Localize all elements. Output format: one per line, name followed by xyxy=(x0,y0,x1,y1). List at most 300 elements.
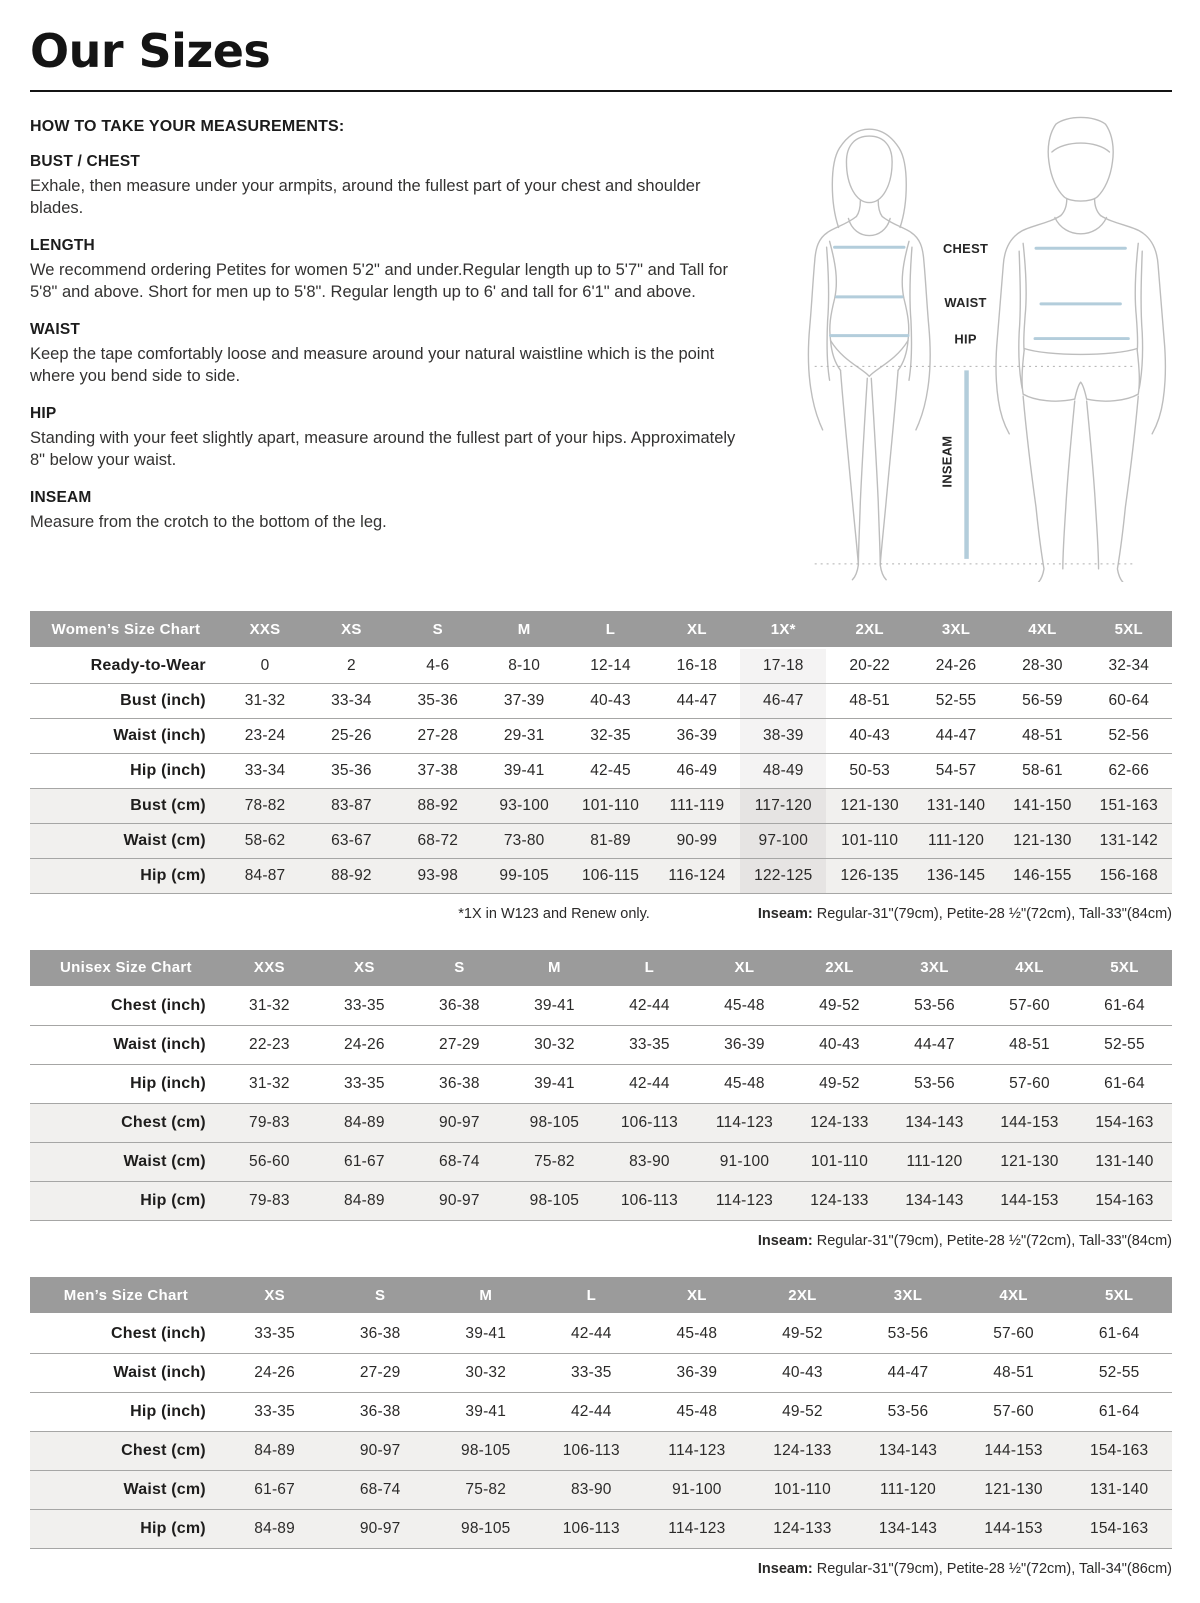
size-cell: 144-153 xyxy=(984,1441,1043,1459)
table-row xyxy=(30,1104,1172,1143)
size-cell: 36-38 xyxy=(359,1324,401,1342)
size-cell: 83-90 xyxy=(629,1153,670,1170)
size-column-header: 4XL xyxy=(982,950,1077,987)
size-cell: 27-29 xyxy=(359,1363,401,1381)
table-row xyxy=(30,718,1172,753)
size-cell: 131-140 xyxy=(1095,1153,1154,1170)
page-title: Our Sizes xyxy=(30,24,271,78)
size-column-header: 4XL xyxy=(961,1277,1067,1314)
mens-table-footnotes xyxy=(30,1561,1172,1581)
size-cell: 106-113 xyxy=(620,1114,678,1131)
table-row xyxy=(30,648,1172,683)
size-cell: 84-89 xyxy=(344,1192,385,1209)
measurement-lines xyxy=(831,247,1129,338)
size-column-header: M xyxy=(507,950,602,987)
size-cell: 35-36 xyxy=(331,761,372,779)
section-heading: LENGTH xyxy=(30,236,95,254)
size-cell: 90-97 xyxy=(439,1192,480,1209)
size-column-header: XXS xyxy=(222,611,308,648)
size-cell: 131-140 xyxy=(1090,1480,1149,1498)
size-cell: 12-14 xyxy=(590,656,631,674)
table-row xyxy=(30,1470,1172,1509)
size-cell: 37-38 xyxy=(417,761,459,779)
size-cell: 114-123 xyxy=(715,1114,773,1131)
size-cell: 90-97 xyxy=(359,1519,401,1537)
size-cell: 58-61 xyxy=(1022,761,1063,779)
size-cell: 98-105 xyxy=(461,1441,511,1459)
size-cell: 52-56 xyxy=(1108,726,1150,744)
size-cell: 57-60 xyxy=(1009,1075,1050,1092)
mens-size-chart-table xyxy=(30,1277,1172,1549)
size-cell: 124-133 xyxy=(773,1441,832,1459)
size-cell: 33-35 xyxy=(629,1036,670,1053)
size-cell: 79-83 xyxy=(249,1192,290,1209)
table-row xyxy=(30,683,1172,718)
size-cell: 93-100 xyxy=(499,796,549,814)
size-column-header: S xyxy=(327,1277,433,1314)
size-cell: 73-80 xyxy=(503,831,545,849)
size-cell: 52-55 xyxy=(935,691,977,709)
size-cell: 154-163 xyxy=(1090,1441,1149,1459)
section-body: Standing with your feet slightly apart, measure around the fullest part of your hips. Approximately 8" below your waist. xyxy=(30,428,736,469)
size-cell: 53-56 xyxy=(887,1324,929,1342)
table-row xyxy=(30,1431,1172,1470)
size-cell: 40-43 xyxy=(819,1036,860,1053)
size-cell: 53-56 xyxy=(887,1402,929,1420)
size-cell: 31-32 xyxy=(249,1075,290,1092)
size-cell: 121-130 xyxy=(1013,831,1072,849)
size-cell: 131-140 xyxy=(926,796,986,814)
size-cell: 35-36 xyxy=(417,691,459,709)
size-cell: 33-35 xyxy=(344,997,385,1015)
size-cell: 156-168 xyxy=(1099,866,1158,884)
size-column-header: 2XL xyxy=(826,611,912,648)
size-cell: 36-39 xyxy=(724,1036,765,1053)
size-cell: 144-153 xyxy=(1000,1114,1059,1131)
size-cell: 62-66 xyxy=(1108,761,1150,779)
size-cell: 42-45 xyxy=(590,761,631,779)
size-cell: 33-35 xyxy=(344,1075,385,1092)
size-cell: 33-35 xyxy=(570,1363,612,1381)
size-cell: 154-163 xyxy=(1095,1114,1154,1131)
row-label: Waist (inch) xyxy=(113,1363,206,1381)
size-cell: 106-113 xyxy=(562,1441,620,1459)
inseam-footnote-label: Inseam: xyxy=(757,1560,813,1577)
size-cell: 90-97 xyxy=(439,1114,480,1131)
size-cell: 61-67 xyxy=(344,1153,385,1170)
size-cell: 98-105 xyxy=(461,1519,511,1537)
size-cell: 28-30 xyxy=(1022,656,1063,674)
size-cell: 111-120 xyxy=(880,1480,936,1498)
man-outline xyxy=(996,117,1166,582)
size-cell: 45-48 xyxy=(676,1324,718,1342)
size-cell: 83-90 xyxy=(570,1480,612,1498)
table-row xyxy=(30,858,1172,893)
size-cell: 134-143 xyxy=(878,1519,938,1537)
unisex-table-footnotes xyxy=(30,1233,1172,1253)
size-cell: 75-82 xyxy=(465,1480,507,1498)
size-cell: 39-41 xyxy=(465,1402,507,1420)
row-label: Hip (cm) xyxy=(140,1519,206,1537)
table-row xyxy=(30,753,1172,788)
row-label: Waist (cm) xyxy=(123,831,206,849)
size-cell: 36-39 xyxy=(676,1363,718,1381)
table-row xyxy=(30,788,1172,823)
unisex-size-chart-table xyxy=(30,950,1172,1222)
size-cell: 114-123 xyxy=(668,1519,726,1537)
section-heading: HIP xyxy=(30,404,57,422)
size-cell: 24-26 xyxy=(344,1036,385,1053)
size-cell: 50-53 xyxy=(849,761,890,779)
size-cell: 48-49 xyxy=(740,753,826,788)
size-cell: 61-64 xyxy=(1098,1324,1140,1342)
size-cell: 52-55 xyxy=(1098,1363,1140,1381)
size-cell: 88-92 xyxy=(331,866,372,884)
size-cell: 53-56 xyxy=(914,997,955,1015)
size-cell: 151-163 xyxy=(1099,796,1158,814)
row-label: Chest (cm) xyxy=(121,1441,206,1459)
size-cell: 61-64 xyxy=(1104,997,1145,1015)
size-column-header: L xyxy=(567,611,653,648)
size-cell: 39-41 xyxy=(465,1324,507,1342)
size-cell: 144-153 xyxy=(1000,1192,1059,1209)
size-cell: 78-82 xyxy=(244,796,286,814)
size-cell: 58-62 xyxy=(244,831,286,849)
size-cell: 144-153 xyxy=(984,1519,1043,1537)
size-column-header: XL xyxy=(644,1277,750,1314)
table-title: Unisex Size Chart xyxy=(30,950,222,987)
size-cell: 4-6 xyxy=(426,656,450,674)
size-cell: 42-44 xyxy=(629,1075,670,1092)
size-cell: 57-60 xyxy=(993,1402,1034,1420)
size-column-header: L xyxy=(539,1277,645,1314)
table-title: Women’s Size Chart xyxy=(30,611,222,648)
size-cell: 98-105 xyxy=(529,1114,580,1131)
size-cell: 83-87 xyxy=(331,796,372,814)
size-cell: 106-115 xyxy=(581,866,640,884)
size-column-header: 3XL xyxy=(855,1277,961,1314)
womens-table-footnotes xyxy=(30,906,1172,926)
size-column-header: 2XL xyxy=(750,1277,856,1314)
size-cell: 31-32 xyxy=(244,691,286,709)
size-cell: 54-57 xyxy=(935,761,977,779)
table-row xyxy=(30,987,1172,1026)
size-cell: 68-74 xyxy=(359,1480,401,1498)
title-divider xyxy=(30,90,1172,92)
size-column-header: 1X* xyxy=(740,611,826,648)
section-body: Keep the tape comfortably loose and measure around your natural waistline which is the point where you bend side to side. xyxy=(30,344,715,385)
size-cell: 98-105 xyxy=(529,1192,580,1209)
size-cell: 122-125 xyxy=(740,858,826,893)
size-cell: 56-59 xyxy=(1022,691,1063,709)
size-cell: 29-31 xyxy=(503,726,545,744)
size-cell: 42-44 xyxy=(570,1402,612,1420)
size-cell: 75-82 xyxy=(534,1153,575,1170)
size-cell: 114-123 xyxy=(715,1192,773,1209)
table-header-row xyxy=(30,1277,1172,1314)
chest-label: CHEST xyxy=(942,241,989,257)
size-cell: 45-48 xyxy=(676,1402,718,1420)
size-cell: 32-35 xyxy=(590,726,631,744)
size-cell: 2 xyxy=(346,656,356,674)
hip-label: HIP xyxy=(954,331,977,347)
size-cell: 60-64 xyxy=(1108,691,1150,709)
womens-inseam-footnote xyxy=(758,906,1172,922)
size-cell: 106-113 xyxy=(562,1519,620,1537)
size-cell: 111-120 xyxy=(928,831,985,849)
instructions-sections xyxy=(30,153,747,533)
waist-label: WAIST xyxy=(944,294,987,310)
size-column-header: XS xyxy=(317,950,412,987)
section-body: Exhale, then measure under your armpits, around the fullest part of your chest and shoulder blades. xyxy=(30,177,701,217)
size-cell: 121-130 xyxy=(1000,1153,1059,1170)
size-cell: 126-135 xyxy=(840,866,899,884)
inseam-footnote-label: Inseam: xyxy=(757,905,813,922)
size-cell: 16-18 xyxy=(676,656,718,674)
section-heading: WAIST xyxy=(30,320,81,338)
section-heading: BUST / CHEST xyxy=(30,153,141,170)
size-cell: 40-43 xyxy=(590,691,631,709)
size-cell: 49-52 xyxy=(782,1324,823,1342)
row-label: Chest (cm) xyxy=(121,1114,206,1131)
size-cell: 49-52 xyxy=(819,1075,860,1092)
mens-inseam-footnote xyxy=(758,1561,1172,1577)
size-cell: 8-10 xyxy=(508,656,541,674)
measurement-figure xyxy=(775,112,1172,587)
instructions-column xyxy=(30,116,747,587)
table-row xyxy=(30,1182,1172,1221)
size-column-header: S xyxy=(412,950,507,987)
size-column-header: XL xyxy=(697,950,792,987)
table-row xyxy=(30,1392,1172,1431)
table-title: Men’s Size Chart xyxy=(30,1277,222,1314)
size-cell: 46-49 xyxy=(676,761,718,779)
size-cell: 39-41 xyxy=(534,1075,575,1092)
size-cell: 38-39 xyxy=(740,718,826,753)
size-cell: 63-67 xyxy=(331,831,372,849)
size-cell: 53-56 xyxy=(914,1075,955,1092)
size-cell: 27-28 xyxy=(417,726,459,744)
size-cell: 146-155 xyxy=(1013,866,1072,884)
size-cell: 27-29 xyxy=(439,1036,480,1053)
size-cell: 30-32 xyxy=(534,1036,575,1053)
row-label: Hip (inch) xyxy=(130,1402,206,1420)
instructions-heading: HOW TO TAKE YOUR MEASUREMENTS: xyxy=(30,118,345,135)
size-cell: 81-89 xyxy=(590,831,631,849)
size-cell: 48-51 xyxy=(1022,726,1063,744)
size-cell: 39-41 xyxy=(534,997,575,1015)
size-cell: 84-89 xyxy=(254,1519,295,1537)
unisex-inseam-footnote xyxy=(758,1233,1172,1249)
section-body: Measure from the crotch to the bottom of the leg. xyxy=(30,512,387,531)
size-cell: 101-110 xyxy=(841,831,899,849)
size-cell: 37-39 xyxy=(503,691,545,709)
size-cell: 121-130 xyxy=(840,796,899,814)
row-label: Chest (inch) xyxy=(110,997,206,1015)
measurement-instructions-row xyxy=(30,116,1172,587)
table-header-row xyxy=(30,611,1172,648)
size-cell: 154-163 xyxy=(1095,1192,1154,1209)
size-cell: 91-100 xyxy=(719,1153,770,1170)
row-label: Waist (cm) xyxy=(123,1153,206,1170)
size-cell: 44-47 xyxy=(914,1036,955,1053)
size-cell: 49-52 xyxy=(782,1402,823,1420)
size-cell: 93-98 xyxy=(417,866,459,884)
table-row xyxy=(30,1314,1172,1353)
row-label: Waist (inch) xyxy=(113,726,206,744)
size-cell: 101-110 xyxy=(773,1480,831,1498)
size-cell: 52-55 xyxy=(1104,1036,1145,1053)
womens-1x-footnote: *1X in W123 and Renew only. xyxy=(458,905,650,922)
size-cell: 124-133 xyxy=(810,1192,869,1209)
size-cell: 106-113 xyxy=(620,1192,678,1209)
inseam-label: INSEAM xyxy=(939,435,955,488)
size-column-header: L xyxy=(602,950,697,987)
size-cell: 124-133 xyxy=(773,1519,832,1537)
size-cell: 23-24 xyxy=(244,726,286,744)
size-cell: 121-130 xyxy=(984,1480,1043,1498)
inseam-footnote-label: Inseam: xyxy=(757,1233,813,1249)
size-column-header: XL xyxy=(654,611,740,648)
size-cell: 124-133 xyxy=(810,1114,869,1131)
row-label: Bust (inch) xyxy=(120,691,206,709)
table-header-row xyxy=(30,950,1172,987)
row-label: Hip (cm) xyxy=(140,1192,206,1209)
inseam-footnote-text: Regular-31"(79cm), Petite-28 ½"(72cm), Tall-33"(84cm) xyxy=(812,905,1172,922)
size-cell: 31-32 xyxy=(249,997,290,1015)
size-cell: 116-124 xyxy=(668,866,726,884)
inseam-footnote-text: Regular-31"(79cm), Petite-28 ½"(72cm), Tall-33"(84cm) xyxy=(812,1233,1172,1249)
size-cell: 57-60 xyxy=(993,1324,1034,1342)
size-cell: 79-83 xyxy=(249,1114,290,1131)
size-column-header: 3XL xyxy=(887,950,982,987)
size-column-header: 5XL xyxy=(1086,611,1172,648)
size-cell: 101-110 xyxy=(810,1153,869,1170)
size-cell: 24-26 xyxy=(935,656,977,674)
row-label: Hip (cm) xyxy=(140,866,206,884)
size-cell: 40-43 xyxy=(782,1363,823,1381)
size-cell: 20-22 xyxy=(849,656,890,674)
size-cell: 17-18 xyxy=(740,648,826,683)
size-cell: 68-74 xyxy=(439,1153,480,1170)
size-cell: 136-145 xyxy=(926,866,986,884)
size-column-header: XS xyxy=(308,611,394,648)
size-cell: 84-87 xyxy=(244,866,286,884)
size-column-header: 5XL xyxy=(1066,1277,1172,1314)
body-measurement-illustration xyxy=(775,112,1172,582)
size-cell: 44-47 xyxy=(935,726,977,744)
row-label: Bust (cm) xyxy=(130,796,206,814)
size-cell: 33-34 xyxy=(331,691,372,709)
size-column-header: S xyxy=(395,611,481,648)
size-cell: 36-39 xyxy=(676,726,718,744)
size-cell: 99-105 xyxy=(499,866,549,884)
size-cell: 30-32 xyxy=(465,1363,507,1381)
size-cell: 33-35 xyxy=(254,1324,295,1342)
row-label: Waist (inch) xyxy=(113,1036,206,1053)
size-cell: 84-89 xyxy=(344,1114,385,1131)
row-label: Waist (cm) xyxy=(123,1480,206,1498)
size-column-header: XS xyxy=(222,1277,328,1314)
row-label: Chest (inch) xyxy=(110,1324,206,1342)
size-cell: 134-143 xyxy=(905,1114,964,1131)
size-cell: 24-26 xyxy=(254,1363,295,1381)
size-cell: 57-60 xyxy=(1009,997,1050,1015)
table-row xyxy=(30,1143,1172,1182)
size-cell: 36-38 xyxy=(439,997,480,1015)
size-cell: 111-119 xyxy=(669,796,725,814)
size-column-header: XXS xyxy=(222,950,317,987)
size-cell: 25-26 xyxy=(331,726,372,744)
table-row xyxy=(30,1026,1172,1065)
size-cell: 22-23 xyxy=(249,1036,290,1053)
size-cell: 154-163 xyxy=(1090,1519,1149,1537)
size-cell: 33-35 xyxy=(254,1402,295,1420)
size-cell: 48-51 xyxy=(849,691,890,709)
size-cell: 48-51 xyxy=(993,1363,1034,1381)
size-cell: 84-89 xyxy=(254,1441,295,1459)
size-cell: 40-43 xyxy=(849,726,890,744)
table-row xyxy=(30,1509,1172,1548)
size-cell: 42-44 xyxy=(570,1324,612,1342)
size-cell: 134-143 xyxy=(878,1441,938,1459)
inseam-footnote-text: Regular-31"(79cm), Petite-28 ½"(72cm), Tall-34"(86cm) xyxy=(812,1560,1172,1577)
size-column-header: 4XL xyxy=(999,611,1085,648)
size-cell: 45-48 xyxy=(724,997,765,1015)
section-body: We recommend ordering Petites for women 5'2" and under.Regular length up to 5'7" and Tall for 5'8" and above. Short for men up to 5'8". Regular length up to 6' and tall for 6'1" and above. xyxy=(30,260,728,301)
size-cell: 131-142 xyxy=(1099,831,1158,849)
size-cell: 117-120 xyxy=(740,788,826,823)
size-cell: 45-48 xyxy=(724,1075,765,1092)
size-column-header: 3XL xyxy=(913,611,999,648)
size-cell: 61-67 xyxy=(254,1480,295,1498)
size-column-header: 2XL xyxy=(792,950,887,987)
womens-size-chart-table xyxy=(30,611,1172,894)
size-cell: 88-92 xyxy=(417,796,459,814)
size-cell: 97-100 xyxy=(740,823,826,858)
section-heading: INSEAM xyxy=(30,488,92,506)
table-row xyxy=(30,1065,1172,1104)
row-label: Hip (inch) xyxy=(130,1075,206,1092)
table-row xyxy=(30,1353,1172,1392)
row-label: Hip (inch) xyxy=(130,761,206,779)
size-cell: 134-143 xyxy=(905,1192,964,1209)
size-cell: 33-34 xyxy=(244,761,286,779)
size-cell: 39-41 xyxy=(503,761,545,779)
size-cell: 61-64 xyxy=(1104,1075,1145,1092)
size-cell: 56-60 xyxy=(249,1153,290,1170)
size-cell: 32-34 xyxy=(1108,656,1150,674)
size-cell: 48-51 xyxy=(1009,1036,1050,1053)
size-cell: 46-47 xyxy=(740,683,826,718)
size-column-header: M xyxy=(433,1277,539,1314)
size-column-header: 5XL xyxy=(1077,950,1172,987)
size-cell: 49-52 xyxy=(819,997,860,1015)
size-cell: 44-47 xyxy=(887,1363,929,1381)
size-cell: 114-123 xyxy=(668,1441,726,1459)
size-cell: 61-64 xyxy=(1098,1402,1140,1420)
row-label: Ready-to-Wear xyxy=(90,656,206,674)
table-row xyxy=(30,823,1172,858)
size-cell: 111-120 xyxy=(906,1153,963,1170)
size-cell: 36-38 xyxy=(359,1402,401,1420)
size-cell: 141-150 xyxy=(1013,796,1072,814)
woman-outline xyxy=(808,129,930,580)
size-cell: 0 xyxy=(260,656,270,674)
size-cell: 90-99 xyxy=(676,831,718,849)
size-cell: 91-100 xyxy=(672,1480,722,1498)
size-column-header: M xyxy=(481,611,567,648)
